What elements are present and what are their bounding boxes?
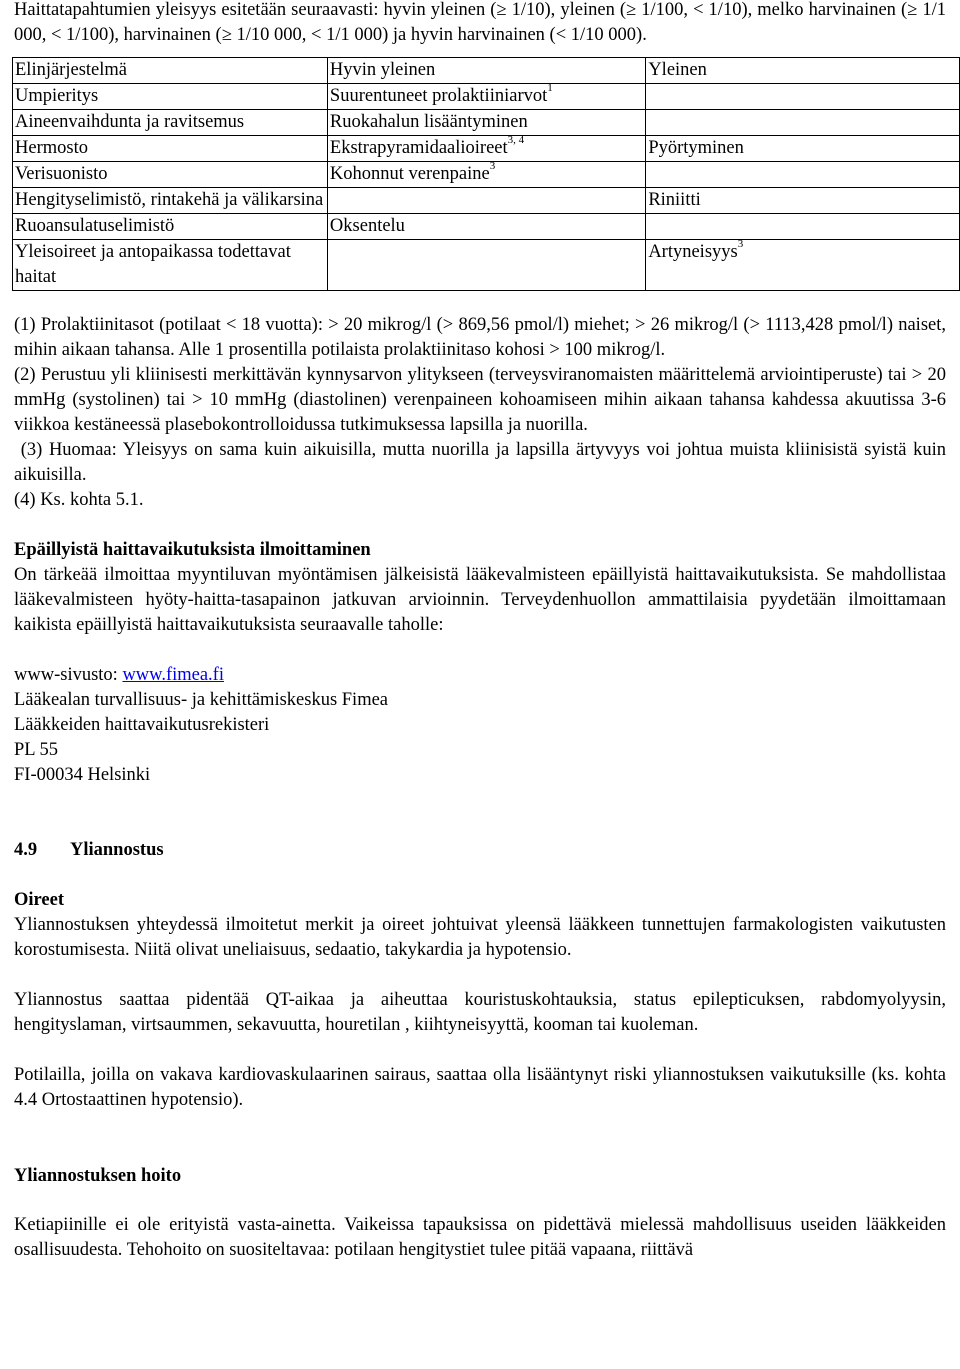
cell-common-text: Pyörtyminen bbox=[648, 138, 744, 158]
symptoms-heading: Oireet bbox=[14, 890, 64, 910]
footnote-marker: 1 bbox=[547, 82, 553, 94]
cell-very-common-text: Kohonnut verenpaine bbox=[329, 164, 490, 184]
table-footnotes bbox=[14, 313, 951, 513]
footnote-marker: 3 bbox=[737, 238, 744, 250]
cell-very-common bbox=[327, 162, 645, 188]
cell-common bbox=[646, 110, 960, 136]
cell-very-common bbox=[327, 84, 645, 110]
cell-very-common-text: Suurentuneet prolaktiiniarvot bbox=[329, 86, 548, 106]
cell-organ-class-text: Umpieritys bbox=[15, 86, 99, 106]
fimea-link[interactable]: www.fimea.fi bbox=[122, 665, 224, 685]
symptoms-paragraph-3: Potilailla, joilla on vakava kardiovaskulaarinen sairaus, saattaa olla lisääntynyt riski yliannostuksen vaikutuksille (ks. kohta 4.4 Ortostaattinen hypotensio). bbox=[14, 1065, 946, 1110]
address-line-2: Lääkkeiden haittavaikutusrekisteri bbox=[14, 715, 270, 735]
header-organ-class: Elinjärjestelmä bbox=[13, 58, 328, 84]
cell-common bbox=[646, 136, 960, 162]
address-line-4: FI-00034 Helsinki bbox=[14, 765, 151, 785]
cell-common bbox=[646, 240, 960, 291]
cell-common-text: Artyneisyys bbox=[648, 242, 738, 262]
web-label: www-sivusto: bbox=[14, 665, 123, 685]
treatment-heading: Yliannostuksen hoito bbox=[14, 1166, 182, 1186]
treatment-paragraph: Ketiapiinille ei ole erityistä vasta-ainetta. Vaikeissa tapauksissa on pidettävä mielessä mahdollisuus useiden lääkkeiden osallisuudesta. Tehohoito on suositeltavaa: potilaan hengitystiet tulee pitää vapaana, riittävä bbox=[14, 1215, 946, 1260]
symptoms-paragraph-2: Yliannostus saattaa pidentää QT-aikaa ja aiheuttaa kouristuskohtauksia, status epilepticuksen, rabdomyolyysin, hengityslaman, virtsaummen, sekavuutta, houretilan , kiihtyneisyyttä, kooman tai kuoleman. bbox=[14, 990, 946, 1035]
table-row bbox=[13, 214, 960, 240]
cell-organ-class bbox=[13, 240, 328, 291]
cell-very-common bbox=[327, 240, 645, 291]
section-title: Yliannostus bbox=[70, 840, 164, 860]
footnote-1: (1) Prolaktiinitasot (potilaat < 18 vuotta): > 20 mikrog/l (> 869,56 pmol/l) miehet; > 26 mikrog/l (> 1113,428 pmol/l) naiset, mihin aikaan tahansa. Alle 1 prosentilla potilaista prolaktiinitaso kohosi > 100 mikrog/l. bbox=[14, 315, 946, 360]
footnote-2: (2) Perustuu yli kliinisesti merkittävän kynnysarvon ylitykseen (terveysviranomaisten määrittelemä arviointiperuste) tai > 20 mmHg (systolinen) tai > 10 mmHg (diastolinen) verenpaineen kohoamiseen mihin aikaan tahansa kahdessa akuutissa 3-6 viikkoa kestäneessä plasebokontrolloidussa tutkimuksessa lapsilla ja nuorilla. bbox=[14, 365, 946, 435]
cell-very-common bbox=[327, 188, 645, 214]
cell-organ-class-text: Yleisoireet ja antopaikassa todettavat haitat bbox=[15, 242, 291, 287]
footnote-marker: 3 bbox=[489, 160, 496, 172]
cell-very-common bbox=[327, 214, 645, 240]
web-line bbox=[14, 663, 946, 688]
footnote-marker: 3, 4 bbox=[507, 134, 525, 146]
cell-very-common bbox=[327, 136, 645, 162]
header-very-common: Hyvin yleinen bbox=[327, 58, 645, 84]
cell-organ-class-text: Hengityselimistö, rintakehä ja välikarsina bbox=[15, 190, 324, 210]
cell-very-common bbox=[327, 110, 645, 136]
frequency-intro: Haittatapahtumien yleisyys esitetään seuraavasti: hyvin yleinen (≥ 1/10), yleinen (≥ 1/100, < 1/10), melko harvinainen (≥ 1/1 000, < 1/100), harvinainen (≥ 1/10 000, < 1/1 000) ja hyvin harvinainen (< 1/10 000). bbox=[14, 0, 946, 45]
cell-organ-class bbox=[13, 136, 328, 162]
reporting-heading: Epäillyistä haittavaikutuksista ilmoittaminen bbox=[14, 540, 371, 560]
table-row bbox=[13, 162, 960, 188]
table-header-row bbox=[13, 58, 960, 84]
cell-organ-class-text: Ruoansulatuselimistö bbox=[15, 216, 175, 236]
cell-organ-class-text: Verisuonisto bbox=[15, 164, 108, 184]
table-row bbox=[13, 110, 960, 136]
cell-organ-class bbox=[13, 214, 328, 240]
reporting-body: On tärkeää ilmoittaa myyntiluvan myöntämisen jälkeisistä lääkevalmisteen epäillyistä haittavaikutuksista. Se mahdollistaa lääkevalmisteen hyöty-haitta-tasapainon jatkuvan arvioinnin. Terveydenhuollon ammattilaisia pyydetään ilmoittamaan kaikista epäillyistä haittavaikutuksista seuraavalle taholle: bbox=[14, 565, 946, 635]
section-heading-overdose bbox=[14, 838, 946, 863]
header-common: Yleinen bbox=[646, 58, 960, 84]
document-page bbox=[14, 0, 951, 1263]
table-row bbox=[13, 240, 960, 291]
cell-organ-class bbox=[13, 188, 328, 214]
cell-very-common-text: Oksentelu bbox=[329, 216, 405, 236]
footnote-4: (4) Ks. kohta 5.1. bbox=[14, 490, 144, 510]
section-number: 4.9 bbox=[14, 840, 38, 860]
cell-organ-class bbox=[13, 84, 328, 110]
footnote-3: (3) Huomaa: Yleisyys on sama kuin aikuisilla, mutta nuorilla ja lapsilla ärtyvyys voi johtua muista kliinisistä syistä kuin aikuisilla. bbox=[14, 440, 951, 485]
cell-organ-class bbox=[13, 162, 328, 188]
cell-common bbox=[646, 84, 960, 110]
address-line-3: PL 55 bbox=[14, 740, 59, 760]
table-row bbox=[13, 84, 960, 110]
cell-common bbox=[646, 214, 960, 240]
cell-very-common-text: Ruokahalun lisääntyminen bbox=[329, 112, 528, 132]
cell-organ-class-text: Aineenvaihdunta ja ravitsemus bbox=[15, 112, 245, 132]
address-line-1: Lääkealan turvallisuus- ja kehittämiskeskus Fimea bbox=[14, 690, 389, 710]
symptoms-paragraph-1: Yliannostuksen yhteydessä ilmoitetut merkit ja oireet johtuivat yleensä lääkkeen tunnettujen farmakologisten vaikutusten korostumisesta. Niitä olivat uneliaisuus, sedaatio, takykardia ja hypotensio. bbox=[14, 915, 946, 960]
table-row bbox=[13, 188, 960, 214]
cell-organ-class-text: Hermosto bbox=[15, 138, 88, 158]
table-row bbox=[13, 136, 960, 162]
cell-common bbox=[646, 162, 960, 188]
cell-common-text: Riniitti bbox=[648, 190, 701, 210]
cell-common bbox=[646, 188, 960, 214]
cell-organ-class bbox=[13, 110, 328, 136]
adverse-reactions-table bbox=[12, 57, 960, 291]
cell-very-common-text: Ekstrapyramidaalioireet bbox=[329, 138, 508, 158]
